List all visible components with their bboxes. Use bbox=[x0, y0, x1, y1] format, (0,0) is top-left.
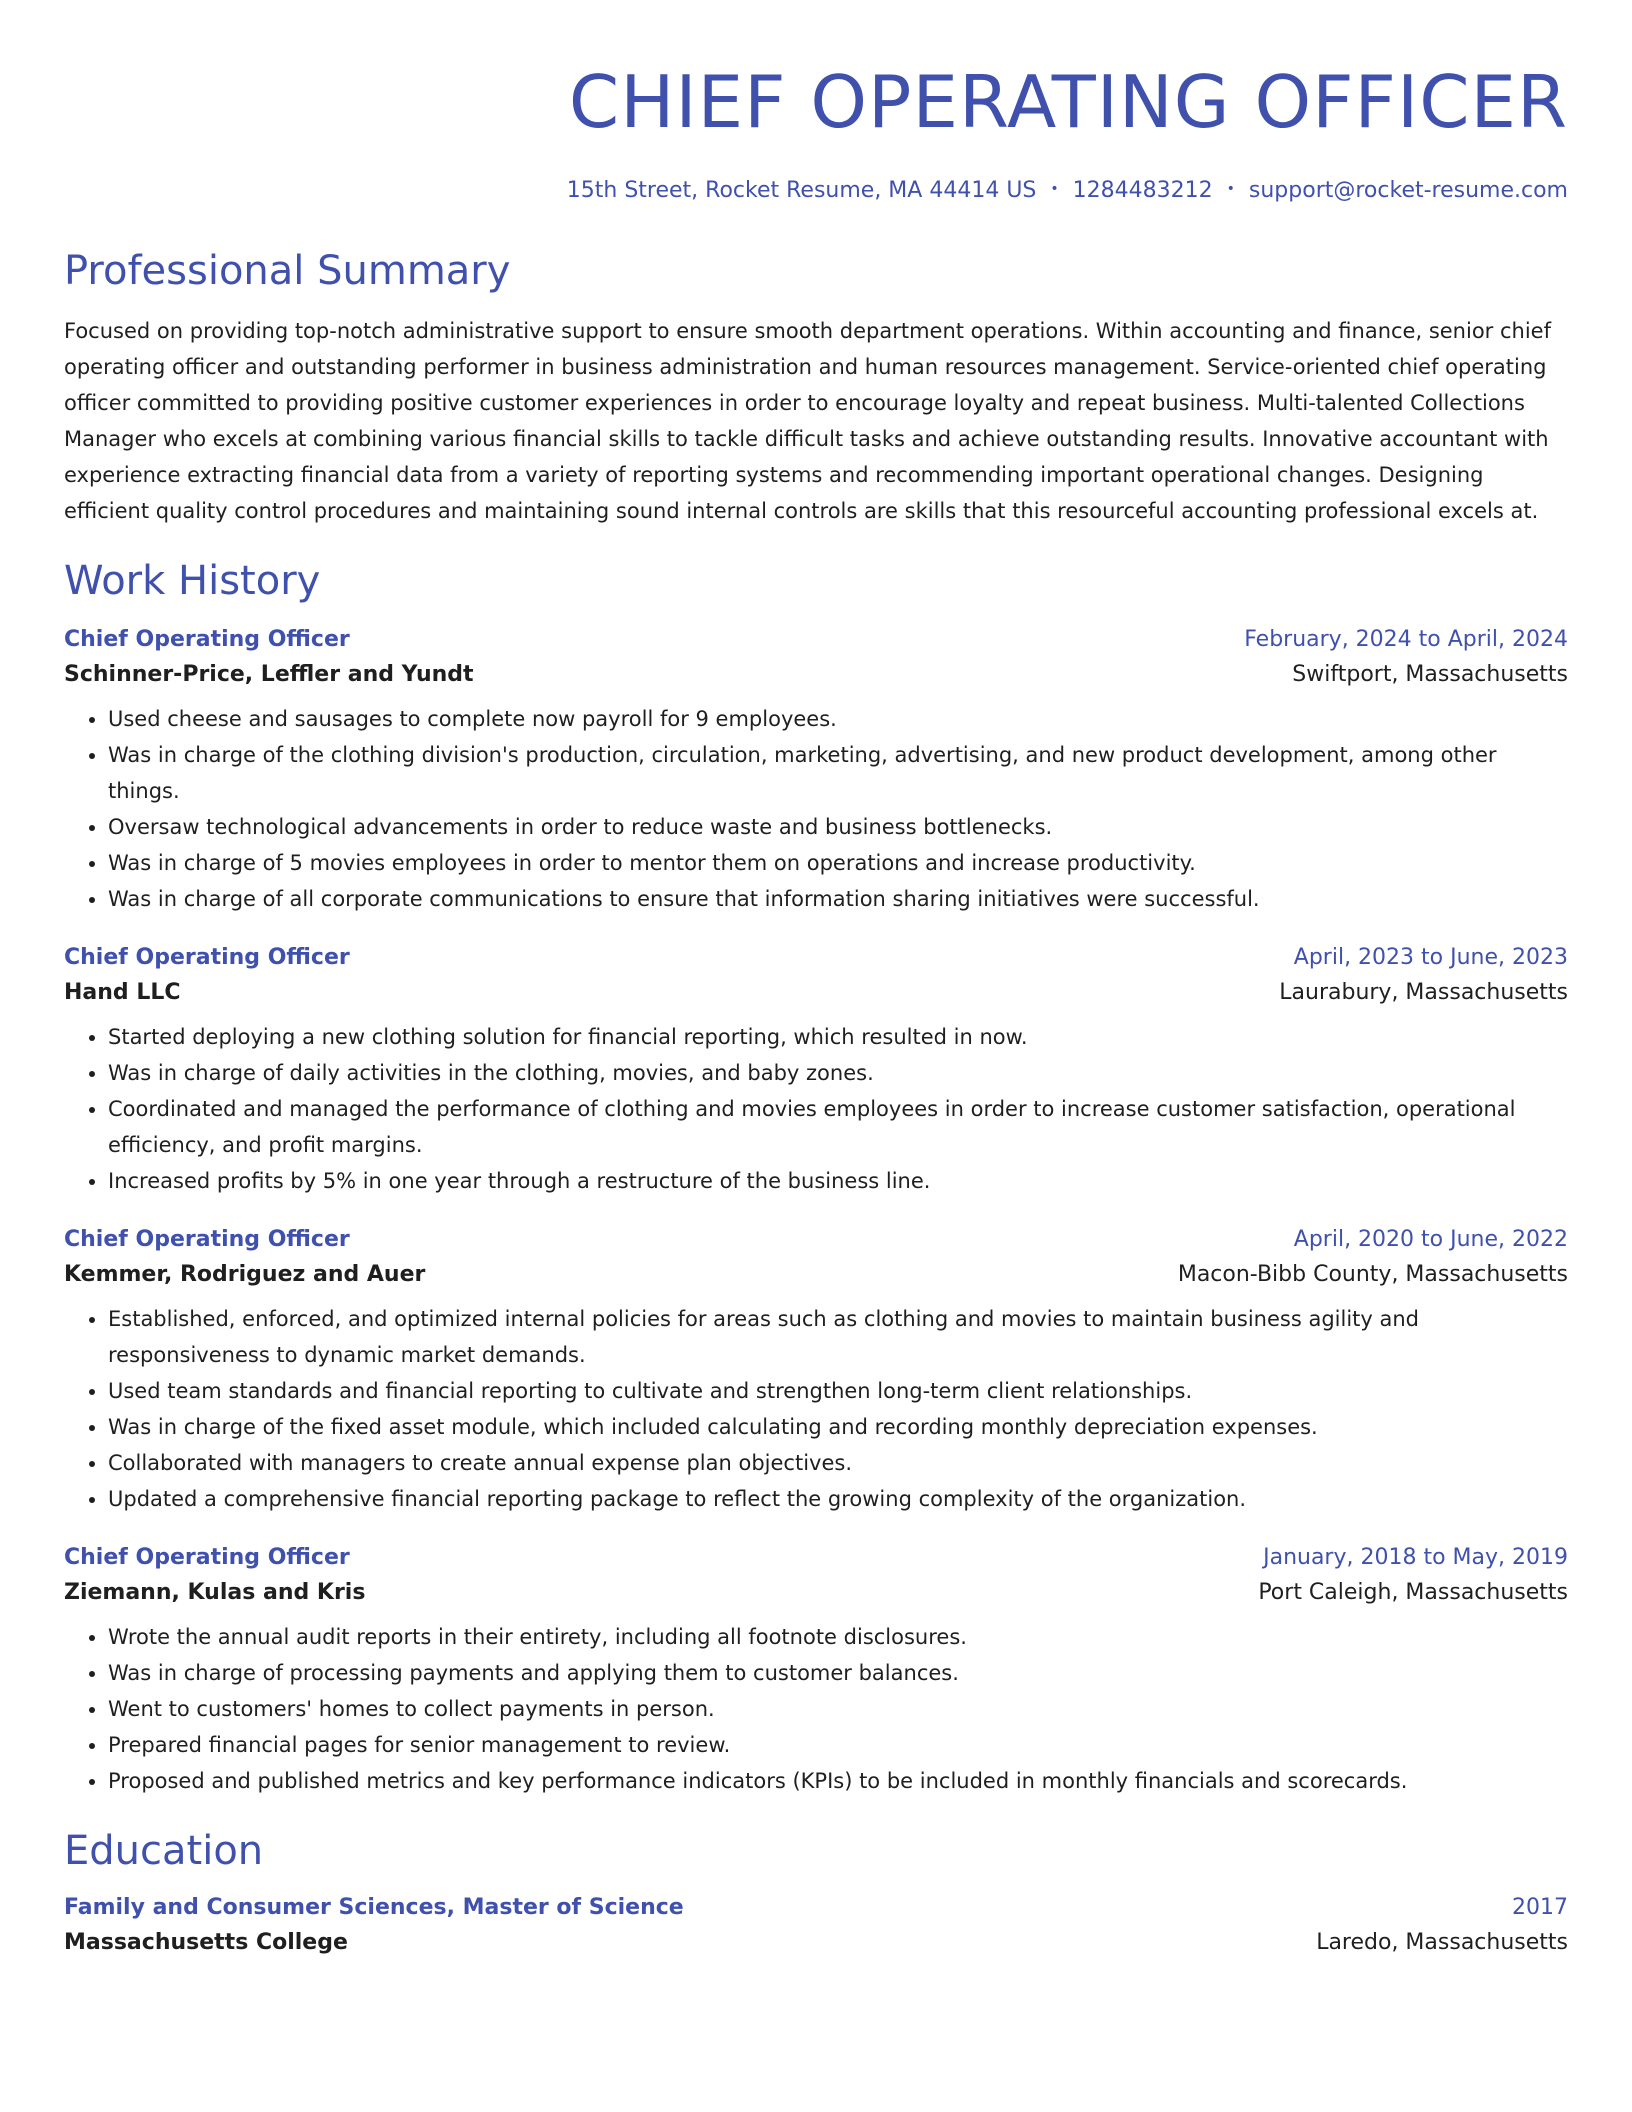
job-bullet: • Was in charge of the clothing division's production, circulation, marketing, advertising, and new product development, among other things. bbox=[108, 737, 1568, 809]
job-bullet: • Coordinated and managed the performance of clothing and movies employees in order to increase customer satisfaction, operational efficiency, and profit margins. bbox=[108, 1091, 1568, 1163]
education-school: Massachusetts College bbox=[64, 1930, 348, 1955]
job-location: Port Caleigh, Massachusetts bbox=[1258, 1580, 1568, 1605]
education-degree-row bbox=[64, 1895, 1568, 1920]
education-heading: Education bbox=[64, 1828, 264, 1874]
job-entry bbox=[64, 1227, 1568, 1517]
work-history-section bbox=[64, 557, 1568, 1799]
resume-header bbox=[64, 60, 1568, 203]
contact-separator: • bbox=[1226, 181, 1235, 197]
job-bullet: • Went to customers' homes to collect payments in person. bbox=[108, 1691, 1568, 1727]
job-title-row bbox=[64, 627, 1568, 652]
job-bullet: • Proposed and published metrics and key performance indicators (KPIs) to be included in monthly financials and scorecards. bbox=[108, 1763, 1568, 1799]
education-section bbox=[64, 1827, 1568, 1955]
job-bullet: • Collaborated with managers to create annual expense plan objectives. bbox=[108, 1445, 1568, 1481]
job-company: Schinner-Price, Leffler and Yundt bbox=[64, 662, 474, 687]
job-title: Chief Operating Officer bbox=[64, 627, 350, 652]
summary-section bbox=[64, 247, 1568, 529]
job-location: Swiftport, Massachusetts bbox=[1292, 662, 1568, 687]
job-company: Hand LLC bbox=[64, 980, 181, 1005]
job-entry bbox=[64, 945, 1568, 1199]
job-location: Laurabury, Massachusetts bbox=[1279, 980, 1568, 1005]
job-bullet: • Was in charge of processing payments and applying them to customer balances. bbox=[108, 1655, 1568, 1691]
job-bullet: • Used team standards and financial reporting to cultivate and strengthen long-term client relationships. bbox=[108, 1373, 1568, 1409]
job-bullets bbox=[64, 1619, 1568, 1799]
job-bullet: • Updated a comprehensive financial reporting package to reflect the growing complexity of the organization. bbox=[108, 1481, 1568, 1517]
job-company: Ziemann, Kulas and Kris bbox=[64, 1580, 366, 1605]
job-bullets bbox=[64, 701, 1568, 917]
job-dates: April, 2020 to June, 2022 bbox=[1293, 1227, 1568, 1252]
contact-phone: 1284483212 bbox=[1072, 178, 1213, 203]
job-entry bbox=[64, 627, 1568, 917]
contact-address: 15th Street, Rocket Resume, MA 44414 US bbox=[566, 178, 1037, 203]
job-title: Chief Operating Officer bbox=[64, 945, 350, 970]
summary-text: Focused on providing top-notch administrative support to ensure smooth department operations. Within accounting and finance, senior chief operating officer and outstanding performer in business administration and human resources management. Service-oriented chief operating officer committed to providing positive customer experiences in order to encourage loyalty and repeat business. Multi-talented Collections Manager who excels at combining various financial skills to tackle difficult tasks and achieve outstanding results. Innovative accountant with experience extracting financial data from a variety of reporting systems and recommending important operational changes. Designing efficient quality control procedures and maintaining sound internal controls are skills that this resourceful accounting professional excels at. bbox=[64, 319, 1551, 523]
education-year: 2017 bbox=[1512, 1895, 1568, 1920]
job-dates: April, 2023 to June, 2023 bbox=[1293, 945, 1568, 970]
job-company: Kemmer, Rodriguez and Auer bbox=[64, 1262, 426, 1287]
education-degree: Family and Consumer Sciences, Master of Science bbox=[64, 1895, 684, 1920]
job-bullet: • Established, enforced, and optimized internal policies for areas such as clothing and movies to maintain business agility and responsiveness to dynamic market demands. bbox=[108, 1301, 1568, 1373]
job-bullet: • Used cheese and sausages to complete now payroll for 9 employees. bbox=[108, 701, 1568, 737]
job-title-row bbox=[64, 945, 1568, 970]
job-company-row bbox=[64, 662, 1568, 687]
job-company-row bbox=[64, 1580, 1568, 1605]
job-bullet: • Was in charge of daily activities in the clothing, movies, and baby zones. bbox=[108, 1055, 1568, 1091]
job-bullet: • Increased profits by 5% in one year through a restructure of the business line. bbox=[108, 1163, 1568, 1199]
education-entry bbox=[64, 1895, 1568, 1955]
job-bullet: • Was in charge of the fixed asset module, which included calculating and recording monthly depreciation expenses. bbox=[108, 1409, 1568, 1445]
job-title-row bbox=[64, 1227, 1568, 1252]
job-bullet: • Was in charge of 5 movies employees in order to mentor them on operations and increase productivity. bbox=[108, 845, 1568, 881]
education-location: Laredo, Massachusetts bbox=[1316, 1930, 1568, 1955]
job-bullets bbox=[64, 1019, 1568, 1199]
job-entry bbox=[64, 1545, 1568, 1799]
job-company-row bbox=[64, 1262, 1568, 1287]
work-history-heading: Work History bbox=[64, 558, 321, 604]
job-location: Macon-Bibb County, Massachusetts bbox=[1177, 1262, 1568, 1287]
education-school-row bbox=[64, 1930, 1568, 1955]
job-bullet: • Prepared financial pages for senior management to review. bbox=[108, 1727, 1568, 1763]
job-title-row bbox=[64, 1545, 1568, 1570]
summary-heading: Professional Summary bbox=[64, 248, 511, 294]
contact-separator: • bbox=[1050, 181, 1059, 197]
job-company-row bbox=[64, 980, 1568, 1005]
job-bullet: • Was in charge of all corporate communications to ensure that information sharing initiatives were successful. bbox=[108, 881, 1568, 917]
job-bullets bbox=[64, 1301, 1568, 1517]
job-bullet: • Wrote the annual audit reports in their entirety, including all footnote disclosures. bbox=[108, 1619, 1568, 1655]
job-bullet: • Started deploying a new clothing solution for financial reporting, which resulted in now. bbox=[108, 1019, 1568, 1055]
job-title: Chief Operating Officer bbox=[64, 1227, 350, 1252]
job-dates: February, 2024 to April, 2024 bbox=[1244, 627, 1568, 652]
job-bullet: • Oversaw technological advancements in order to reduce waste and business bottlenecks. bbox=[108, 809, 1568, 845]
contact-email[interactable]: support@rocket-resume.com bbox=[1248, 178, 1568, 203]
job-title: Chief Operating Officer bbox=[64, 1545, 350, 1570]
job-dates: January, 2018 to May, 2019 bbox=[1263, 1545, 1568, 1570]
page-title: CHIEF OPERATING OFFICER bbox=[568, 60, 1568, 144]
contact-line bbox=[64, 178, 1568, 203]
